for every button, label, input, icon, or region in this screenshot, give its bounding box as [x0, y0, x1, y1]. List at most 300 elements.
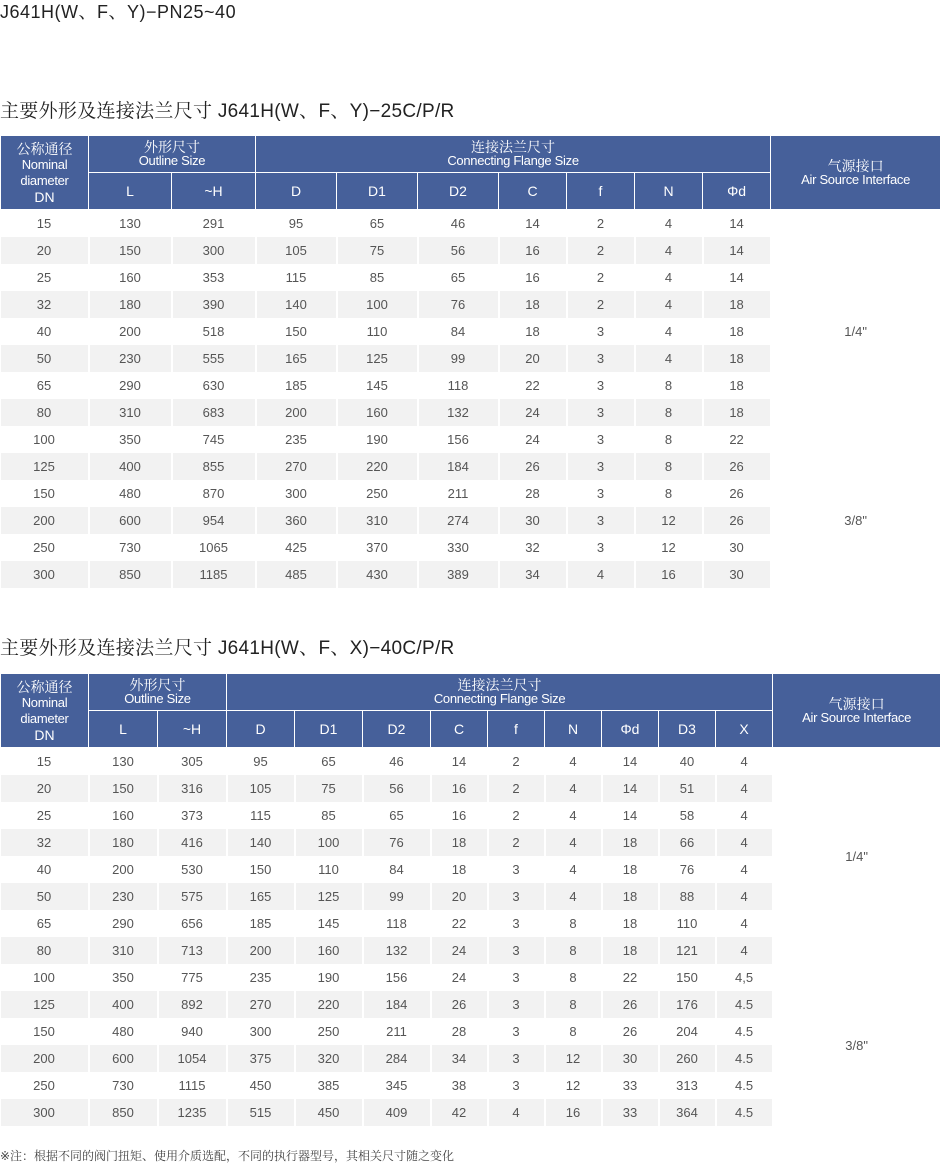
value-cell: 4.5	[716, 1099, 773, 1126]
value-cell: 1185	[172, 561, 256, 588]
dn-cell: 150	[1, 1018, 89, 1045]
value-cell: 95	[227, 748, 295, 776]
dn-cell: 80	[1, 399, 89, 426]
value-cell: 300	[172, 237, 256, 264]
value-cell: 56	[418, 237, 499, 264]
value-cell: 305	[158, 748, 227, 776]
value-cell: 115	[256, 264, 337, 291]
value-cell: 370	[337, 534, 418, 561]
value-cell: 26	[602, 1018, 659, 1045]
value-cell: 14	[703, 264, 771, 291]
value-cell: 3	[488, 883, 545, 910]
value-cell: 892	[158, 991, 227, 1018]
header-nominal-diameter: 公称通径 Nominal diameter DN	[1, 136, 89, 210]
table-row	[1, 964, 940, 991]
dn-cell: 50	[1, 345, 89, 372]
value-cell: 409	[363, 1099, 431, 1126]
value-cell: 24	[499, 426, 567, 453]
table-row	[1, 453, 940, 480]
header-air-source-interface: 气源接口 Air Source Interface	[773, 674, 940, 748]
value-cell: 200	[89, 318, 172, 345]
value-cell: 184	[363, 991, 431, 1018]
value-cell: 360	[256, 507, 337, 534]
value-cell: 132	[418, 399, 499, 426]
value-cell: 16	[499, 237, 567, 264]
value-cell: 18	[703, 372, 771, 399]
value-cell: 656	[158, 910, 227, 937]
col-header: L	[89, 173, 172, 210]
value-cell: 2	[567, 237, 635, 264]
value-cell: 12	[635, 534, 703, 561]
value-cell: 105	[256, 237, 337, 264]
value-cell: 270	[256, 453, 337, 480]
value-cell: 850	[89, 1099, 158, 1126]
value-cell: 28	[499, 480, 567, 507]
dn-cell: 40	[1, 856, 89, 883]
value-cell: 16	[499, 264, 567, 291]
value-cell: 350	[89, 426, 172, 453]
value-cell: 3	[488, 856, 545, 883]
value-cell: 24	[499, 399, 567, 426]
value-cell: 4	[716, 802, 773, 829]
value-cell: 8	[635, 399, 703, 426]
value-cell: 2	[567, 210, 635, 238]
value-cell: 3	[567, 345, 635, 372]
value-cell: 235	[256, 426, 337, 453]
value-cell: 85	[337, 264, 418, 291]
value-cell: 8	[635, 426, 703, 453]
value-cell: 3	[567, 318, 635, 345]
value-cell: 99	[363, 883, 431, 910]
value-cell: 24	[431, 937, 488, 964]
dn-cell: 250	[1, 534, 89, 561]
value-cell: 274	[418, 507, 499, 534]
col-header: C	[499, 173, 567, 210]
value-cell: 132	[363, 937, 431, 964]
value-cell: 745	[172, 426, 256, 453]
value-cell: 160	[295, 937, 363, 964]
value-cell: 2	[567, 291, 635, 318]
value-cell: 291	[172, 210, 256, 238]
value-cell: 130	[89, 748, 158, 776]
value-cell: 150	[227, 856, 295, 883]
value-cell: 4	[716, 748, 773, 776]
header-connecting-flange-size: 连接法兰尺寸 Connecting Flange Size	[227, 674, 773, 711]
value-cell: 8	[545, 991, 602, 1018]
value-cell: 400	[89, 453, 172, 480]
value-cell: 373	[158, 802, 227, 829]
value-cell: 18	[602, 883, 659, 910]
value-cell: 34	[499, 561, 567, 588]
value-cell: 220	[337, 453, 418, 480]
value-cell: 4.5	[716, 1072, 773, 1099]
value-cell: 3	[488, 1072, 545, 1099]
value-cell: 26	[602, 991, 659, 1018]
value-cell: 180	[89, 829, 158, 856]
col-header: f	[567, 173, 635, 210]
value-cell: 40	[659, 748, 716, 776]
value-cell: 250	[295, 1018, 363, 1045]
dn-cell: 20	[1, 237, 89, 264]
value-cell: 775	[158, 964, 227, 991]
value-cell: 518	[172, 318, 256, 345]
air-source-cell: 3/8"	[771, 453, 940, 588]
value-cell: 14	[602, 748, 659, 776]
value-cell: 485	[256, 561, 337, 588]
value-cell: 4	[545, 883, 602, 910]
value-cell: 95	[256, 210, 337, 238]
dn-cell: 25	[1, 264, 89, 291]
col-header: Φd	[703, 173, 771, 210]
value-cell: 51	[659, 775, 716, 802]
value-cell: 18	[602, 910, 659, 937]
value-cell: 18	[703, 291, 771, 318]
value-cell: 211	[363, 1018, 431, 1045]
value-cell: 38	[431, 1072, 488, 1099]
value-cell: 2	[488, 802, 545, 829]
value-cell: 390	[172, 291, 256, 318]
dimension-table-40	[0, 673, 940, 1126]
value-cell: 26	[431, 991, 488, 1018]
value-cell: 150	[256, 318, 337, 345]
value-cell: 600	[89, 1045, 158, 1072]
value-cell: 22	[703, 426, 771, 453]
value-cell: 3	[488, 964, 545, 991]
value-cell: 33	[602, 1099, 659, 1126]
value-cell: 140	[227, 829, 295, 856]
value-cell: 310	[89, 937, 158, 964]
value-cell: 20	[431, 883, 488, 910]
value-cell: 4	[545, 856, 602, 883]
value-cell: 18	[499, 318, 567, 345]
value-cell: 4	[635, 291, 703, 318]
value-cell: 530	[158, 856, 227, 883]
value-cell: 4	[545, 802, 602, 829]
col-header: L	[89, 711, 158, 748]
value-cell: 165	[256, 345, 337, 372]
value-cell: 16	[635, 561, 703, 588]
value-cell: 3	[567, 534, 635, 561]
value-cell: 200	[256, 399, 337, 426]
value-cell: 3	[488, 1045, 545, 1072]
value-cell: 940	[158, 1018, 227, 1045]
value-cell: 99	[418, 345, 499, 372]
value-cell: 3	[567, 399, 635, 426]
col-header: D1	[295, 711, 363, 748]
value-cell: 2	[488, 775, 545, 802]
col-header: D2	[418, 173, 499, 210]
value-cell: 1065	[172, 534, 256, 561]
table2-body	[1, 748, 940, 1127]
value-cell: 480	[89, 480, 172, 507]
value-cell: 125	[295, 883, 363, 910]
value-cell: 30	[602, 1045, 659, 1072]
value-cell: 110	[659, 910, 716, 937]
value-cell: 4,5	[716, 964, 773, 991]
value-cell: 683	[172, 399, 256, 426]
value-cell: 200	[89, 856, 158, 883]
value-cell: 400	[89, 991, 158, 1018]
value-cell: 316	[158, 775, 227, 802]
value-cell: 3	[567, 372, 635, 399]
value-cell: 1054	[158, 1045, 227, 1072]
value-cell: 450	[227, 1072, 295, 1099]
value-cell: 12	[545, 1045, 602, 1072]
value-cell: 4	[635, 210, 703, 238]
value-cell: 4	[716, 910, 773, 937]
value-cell: 140	[256, 291, 337, 318]
value-cell: 18	[602, 829, 659, 856]
table-row	[1, 748, 940, 776]
value-cell: 105	[227, 775, 295, 802]
dimension-table-25	[0, 135, 940, 588]
value-cell: 130	[89, 210, 172, 238]
value-cell: 4	[545, 748, 602, 776]
value-cell: 18	[431, 829, 488, 856]
value-cell: 430	[337, 561, 418, 588]
value-cell: 310	[337, 507, 418, 534]
value-cell: 8	[545, 1018, 602, 1045]
value-cell: 75	[295, 775, 363, 802]
value-cell: 8	[545, 937, 602, 964]
value-cell: 22	[431, 910, 488, 937]
value-cell: 30	[703, 534, 771, 561]
value-cell: 855	[172, 453, 256, 480]
value-cell: 145	[337, 372, 418, 399]
page-title: J641H(W、F、Y)−PN25~40	[0, 0, 236, 24]
value-cell: 8	[545, 910, 602, 937]
dn-cell: 250	[1, 1072, 89, 1099]
dn-cell: 50	[1, 883, 89, 910]
value-cell: 389	[418, 561, 499, 588]
col-header: N	[635, 173, 703, 210]
col-header: D2	[363, 711, 431, 748]
value-cell: 125	[337, 345, 418, 372]
value-cell: 18	[602, 856, 659, 883]
header-air-source-interface: 气源接口 Air Source Interface	[771, 136, 940, 210]
value-cell: 121	[659, 937, 716, 964]
value-cell: 176	[659, 991, 716, 1018]
value-cell: 330	[418, 534, 499, 561]
dn-cell: 40	[1, 318, 89, 345]
col-header: f	[488, 711, 545, 748]
value-cell: 220	[295, 991, 363, 1018]
col-header: X	[716, 711, 773, 748]
value-cell: 4.5	[716, 991, 773, 1018]
value-cell: 250	[337, 480, 418, 507]
value-cell: 954	[172, 507, 256, 534]
value-cell: 235	[227, 964, 295, 991]
dn-cell: 200	[1, 1045, 89, 1072]
col-header: D	[227, 711, 295, 748]
col-header: D1	[337, 173, 418, 210]
col-header: ~H	[158, 711, 227, 748]
value-cell: 3	[488, 1018, 545, 1045]
value-cell: 3	[488, 991, 545, 1018]
value-cell: 110	[295, 856, 363, 883]
value-cell: 65	[418, 264, 499, 291]
header-outline-size: 外形尺寸 Outline Size	[89, 136, 256, 173]
value-cell: 2	[567, 264, 635, 291]
value-cell: 284	[363, 1045, 431, 1072]
value-cell: 156	[363, 964, 431, 991]
value-cell: 12	[635, 507, 703, 534]
value-cell: 150	[89, 775, 158, 802]
value-cell: 3	[567, 480, 635, 507]
value-cell: 56	[363, 775, 431, 802]
value-cell: 14	[431, 748, 488, 776]
value-cell: 4	[635, 264, 703, 291]
value-cell: 450	[295, 1099, 363, 1126]
value-cell: 65	[295, 748, 363, 776]
value-cell: 4	[716, 937, 773, 964]
dn-cell: 300	[1, 1099, 89, 1126]
table1-body	[1, 210, 940, 589]
value-cell: 230	[89, 883, 158, 910]
value-cell: 713	[158, 937, 227, 964]
value-cell: 85	[295, 802, 363, 829]
footnote: ※注：根据不同的阀门扭矩、使用介质选配，不同的执行器型号，其相关尺寸随之变化	[0, 1147, 454, 1164]
value-cell: 4	[716, 856, 773, 883]
value-cell: 145	[295, 910, 363, 937]
value-cell: 211	[418, 480, 499, 507]
col-header: Φd	[602, 711, 659, 748]
value-cell: 180	[89, 291, 172, 318]
value-cell: 118	[418, 372, 499, 399]
dn-cell: 125	[1, 991, 89, 1018]
dn-cell: 20	[1, 775, 89, 802]
table2-title: 主要外形及连接法兰尺寸 J641H(W、F、X)−40C/P/R	[0, 633, 455, 660]
dn-cell: 25	[1, 802, 89, 829]
value-cell: 730	[89, 1072, 158, 1099]
dn-cell: 65	[1, 372, 89, 399]
dn-cell: 150	[1, 480, 89, 507]
table1-title: 主要外形及连接法兰尺寸 J641H(W、F、Y)−25C/P/R	[0, 96, 455, 123]
value-cell: 16	[431, 775, 488, 802]
value-cell: 290	[89, 372, 172, 399]
value-cell: 34	[431, 1045, 488, 1072]
value-cell: 425	[256, 534, 337, 561]
value-cell: 230	[89, 345, 172, 372]
value-cell: 18	[431, 856, 488, 883]
value-cell: 2	[488, 748, 545, 776]
value-cell: 4	[716, 829, 773, 856]
value-cell: 2	[488, 829, 545, 856]
value-cell: 4	[545, 775, 602, 802]
value-cell: 260	[659, 1045, 716, 1072]
value-cell: 630	[172, 372, 256, 399]
value-cell: 555	[172, 345, 256, 372]
value-cell: 14	[499, 210, 567, 238]
value-cell: 26	[703, 453, 771, 480]
value-cell: 185	[256, 372, 337, 399]
value-cell: 66	[659, 829, 716, 856]
value-cell: 3	[567, 426, 635, 453]
value-cell: 18	[703, 345, 771, 372]
value-cell: 156	[418, 426, 499, 453]
header-nominal-diameter: 公称通径 Nominal diameter DN	[1, 674, 89, 748]
value-cell: 4	[635, 318, 703, 345]
value-cell: 300	[256, 480, 337, 507]
value-cell: 4	[567, 561, 635, 588]
value-cell: 8	[635, 372, 703, 399]
value-cell: 46	[363, 748, 431, 776]
value-cell: 88	[659, 883, 716, 910]
dn-cell: 15	[1, 748, 89, 776]
value-cell: 4.5	[716, 1018, 773, 1045]
value-cell: 115	[227, 802, 295, 829]
value-cell: 26	[499, 453, 567, 480]
value-cell: 353	[172, 264, 256, 291]
dn-cell: 100	[1, 964, 89, 991]
value-cell: 18	[499, 291, 567, 318]
value-cell: 46	[418, 210, 499, 238]
value-cell: 870	[172, 480, 256, 507]
value-cell: 75	[337, 237, 418, 264]
value-cell: 30	[499, 507, 567, 534]
value-cell: 600	[89, 507, 172, 534]
dn-cell: 32	[1, 291, 89, 318]
value-cell: 24	[431, 964, 488, 991]
value-cell: 200	[227, 937, 295, 964]
value-cell: 32	[499, 534, 567, 561]
value-cell: 16	[431, 802, 488, 829]
value-cell: 76	[418, 291, 499, 318]
value-cell: 3	[488, 910, 545, 937]
value-cell: 65	[337, 210, 418, 238]
value-cell: 150	[659, 964, 716, 991]
value-cell: 190	[295, 964, 363, 991]
value-cell: 160	[89, 264, 172, 291]
value-cell: 22	[499, 372, 567, 399]
value-cell: 33	[602, 1072, 659, 1099]
value-cell: 1115	[158, 1072, 227, 1099]
air-source-cell: 1/4"	[771, 210, 940, 454]
value-cell: 3	[488, 937, 545, 964]
value-cell: 76	[363, 829, 431, 856]
value-cell: 76	[659, 856, 716, 883]
value-cell: 345	[363, 1072, 431, 1099]
dn-cell: 300	[1, 561, 89, 588]
value-cell: 320	[295, 1045, 363, 1072]
value-cell: 8	[635, 480, 703, 507]
value-cell: 575	[158, 883, 227, 910]
col-header: D3	[659, 711, 716, 748]
value-cell: 20	[499, 345, 567, 372]
col-header: C	[431, 711, 488, 748]
col-header: N	[545, 711, 602, 748]
col-header: D	[256, 173, 337, 210]
value-cell: 375	[227, 1045, 295, 1072]
value-cell: 30	[703, 561, 771, 588]
value-cell: 185	[227, 910, 295, 937]
dn-cell: 100	[1, 426, 89, 453]
value-cell: 14	[602, 775, 659, 802]
value-cell: 4	[545, 829, 602, 856]
value-cell: 14	[703, 237, 771, 264]
value-cell: 4	[488, 1099, 545, 1126]
value-cell: 4	[635, 345, 703, 372]
value-cell: 385	[295, 1072, 363, 1099]
value-cell: 18	[602, 937, 659, 964]
dn-cell: 15	[1, 210, 89, 238]
value-cell: 26	[703, 507, 771, 534]
air-source-cell: 1/4"	[773, 748, 940, 965]
value-cell: 4	[716, 883, 773, 910]
dn-cell: 200	[1, 507, 89, 534]
dn-cell: 65	[1, 910, 89, 937]
value-cell: 184	[418, 453, 499, 480]
